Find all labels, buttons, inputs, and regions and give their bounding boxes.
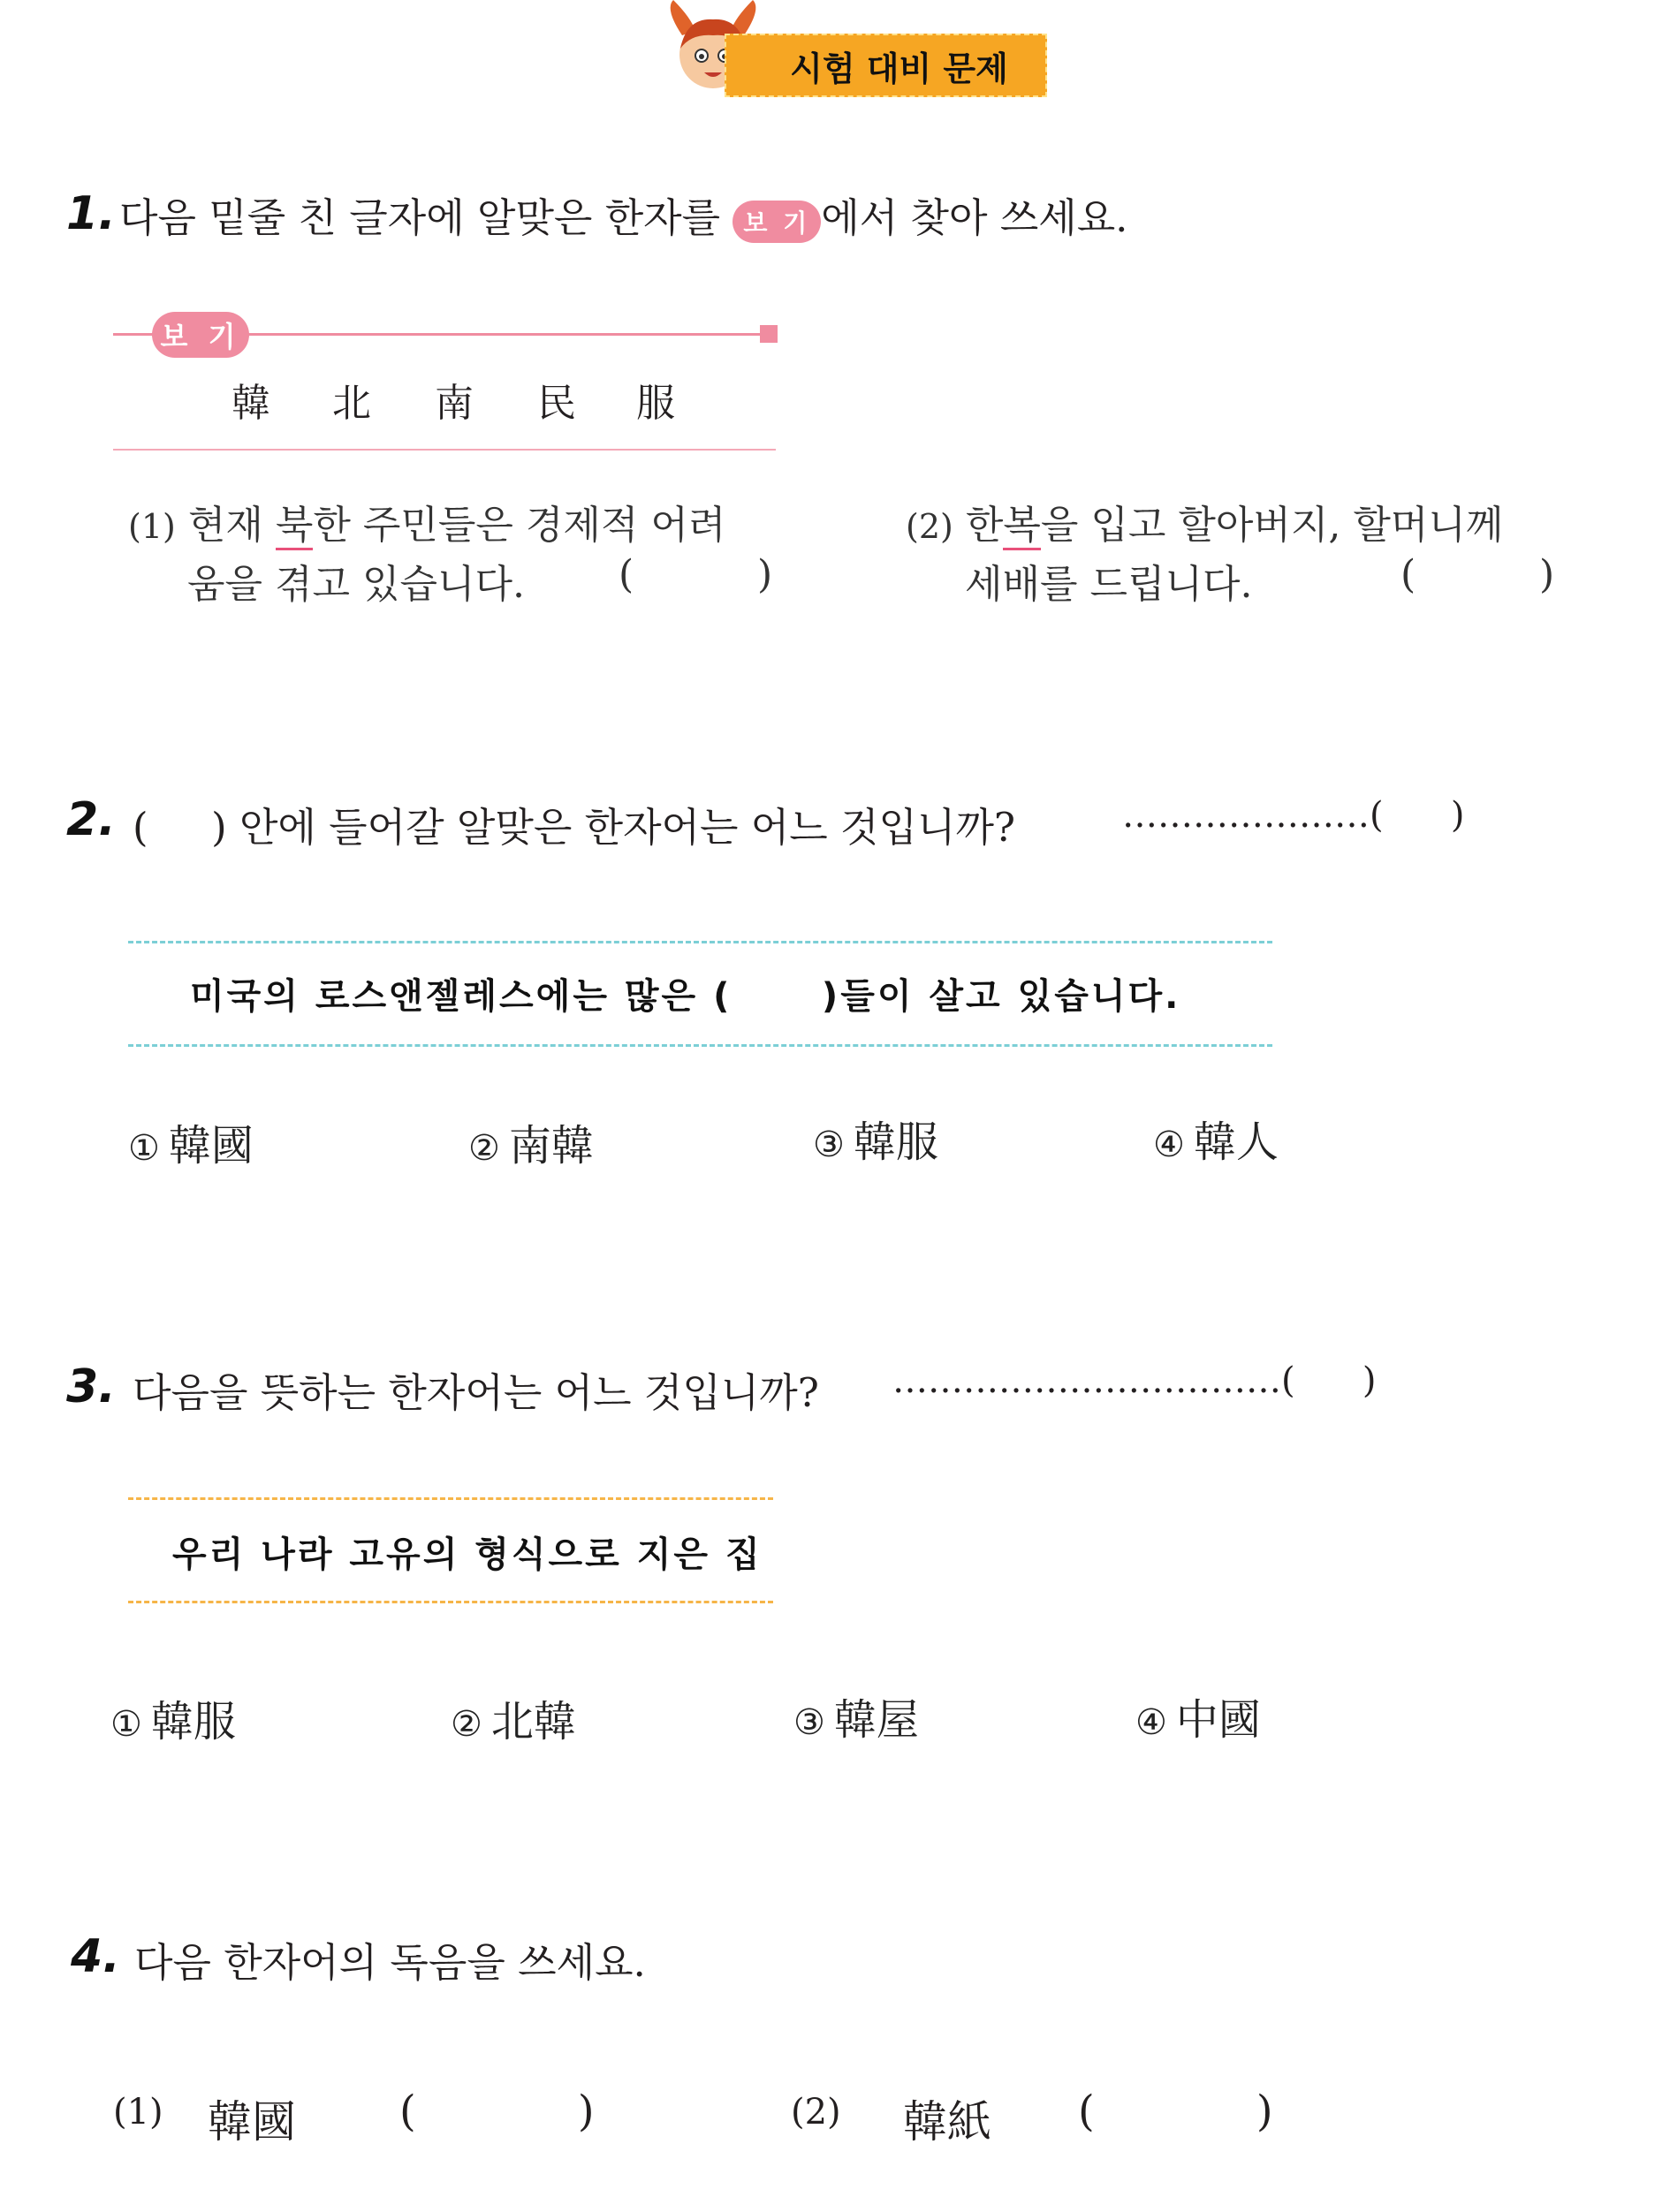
q3-option-4-text: 中國	[1175, 1695, 1261, 1745]
q1-p2-line1	[906, 493, 1503, 549]
q4-number: 4.	[71, 1930, 120, 1983]
q4-item-2-answer-blank[interactable]: ( )	[1078, 2087, 1273, 2136]
q2-prompt: ( ) 안에 들어갈 알맞은 한자어는 어느 것입니까?	[133, 804, 1016, 851]
header-title-badge	[725, 34, 1047, 97]
q1-p2-number: (2)	[906, 507, 953, 546]
q3-box-sentence: 우리 나라 고유의 형식으로 지은 집	[172, 1534, 763, 1575]
q2-box-top-rule	[128, 941, 1272, 943]
q1-number: 1.	[66, 187, 116, 240]
bogi-char-5: 服	[636, 381, 675, 426]
q1-p2-line2: 세배를 드립니다.	[965, 562, 1253, 607]
q4-item-1-number: (1)	[113, 2092, 163, 2132]
q1-prompt-after: 에서 찾아 쓰세요.	[821, 194, 1128, 241]
q1-bogi-pill: 보 기	[733, 201, 821, 243]
q2-option-4-num: ④	[1153, 1125, 1185, 1165]
header-title: 시험 대비 문제	[790, 49, 1008, 88]
q3-option-4[interactable]	[1135, 1686, 1261, 1746]
q3-prompt: 다음을 뜻하는 한자어는 어느 것입니까?	[133, 1369, 819, 1416]
bogi-char-2: 北	[332, 381, 371, 426]
q2-option-1-num: ①	[128, 1128, 160, 1169]
q2-option-3-num: ③	[813, 1125, 845, 1165]
q3-option-3[interactable]	[793, 1686, 919, 1746]
q3-option-3-num: ③	[793, 1702, 825, 1743]
q2-option-3-text: 韓服	[853, 1117, 938, 1167]
q4-item-1-answer-blank[interactable]: ( )	[399, 2087, 595, 2136]
bogi-char-3: 南	[435, 381, 474, 426]
q3-option-2[interactable]	[451, 1687, 576, 1748]
q1-p2-answer-blank[interactable]: ( )	[1401, 552, 1555, 597]
q3-option-4-num: ④	[1135, 1702, 1167, 1743]
q2-option-1[interactable]	[128, 1111, 254, 1172]
bogi-label: 보 기	[152, 312, 249, 358]
q2-number: 2.	[66, 793, 116, 846]
q1-p1-text-b: 한 주민들은 경제적 어려	[313, 503, 726, 548]
q1-p1-text-a: 현재	[187, 503, 276, 548]
q2-option-4-text: 韓人	[1193, 1117, 1279, 1167]
q4-item-1-word: 韓國	[208, 2096, 296, 2148]
q1-p2-text-b: 을 입고 할아버지, 할머니께	[1040, 503, 1504, 548]
q2-option-2[interactable]	[468, 1111, 594, 1172]
q4-item-2-number: (2)	[791, 2092, 841, 2132]
q3-option-3-text: 韓屋	[833, 1695, 919, 1745]
q1-p1-line2: 움을 겪고 있습니다.	[187, 562, 525, 607]
q2-box-bottom-rule	[128, 1044, 1272, 1047]
bogi-char-1: 韓	[232, 381, 270, 426]
q2-option-2-text: 南韓	[508, 1121, 594, 1170]
q1-p2-text-a: 한	[965, 503, 1004, 548]
q3-option-2-text: 北韓	[490, 1697, 576, 1746]
q1-prompt	[119, 186, 1127, 243]
q3-option-1-text: 韓服	[150, 1697, 236, 1746]
q1-p1-line1	[128, 493, 725, 549]
q3-option-1-num: ①	[110, 1704, 142, 1745]
q3-box-bottom-rule	[128, 1601, 773, 1603]
q3-option-2-num: ②	[451, 1704, 482, 1745]
q2-option-4[interactable]	[1153, 1108, 1279, 1169]
q1-p2-underlined: 복	[1003, 503, 1041, 550]
q3-number: 3.	[66, 1360, 116, 1413]
bogi-char-4: 民	[537, 381, 576, 426]
q1-p1-number: (1)	[128, 507, 176, 546]
bogi-bottom-rule	[113, 449, 776, 451]
q1-prompt-before: 다음 밑줄 친 글자에 알맞은 한자를	[119, 194, 721, 241]
q2-option-1-text: 韓國	[168, 1121, 254, 1170]
q1-p1-underlined: 북	[276, 503, 314, 550]
q2-answer-dots[interactable]: …………………( )	[1122, 795, 1465, 836]
q3-box-top-rule	[128, 1497, 773, 1500]
q3-answer-dots[interactable]: ……………………………( )	[892, 1360, 1377, 1401]
q1-p1-answer-blank[interactable]: ( )	[619, 552, 773, 597]
q4-prompt: 다음 한자어의 독음을 쓰세요.	[134, 1939, 646, 1986]
q4-item-2-word: 韓紙	[903, 2096, 991, 2148]
bogi-rule-end-square	[760, 325, 778, 343]
q3-option-1[interactable]	[110, 1687, 236, 1748]
q2-option-3[interactable]	[813, 1108, 938, 1169]
q2-box-sentence: 미국의 로스앤젤레스에는 많은 ( )들이 살고 있습니다.	[190, 976, 1181, 1017]
q2-option-2-num: ②	[468, 1128, 500, 1169]
